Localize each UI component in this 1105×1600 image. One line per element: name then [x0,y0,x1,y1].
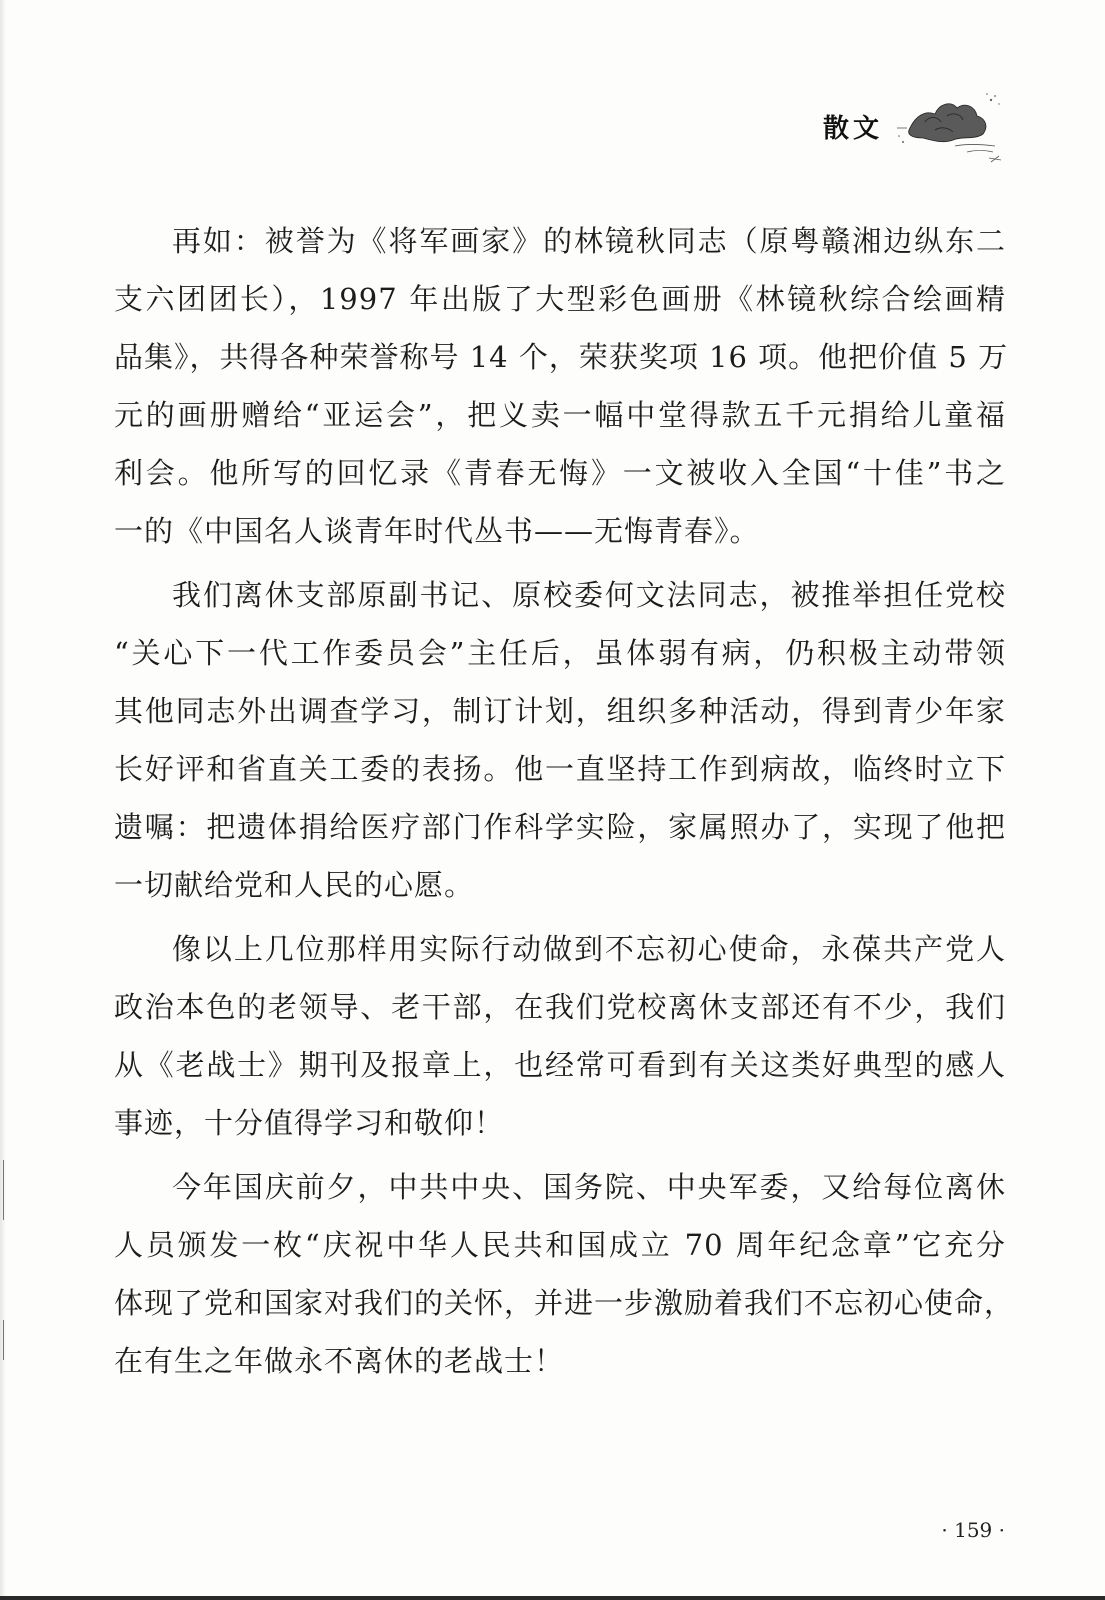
text-line: 元的画册赠给“亚运会”，把义卖一幅中堂得款五千元捐给儿童福 [114,398,1006,432]
text-line: 遗嘱：把遗体捐给医疗部门作科学实险，家属照办了，实现了他把 [114,810,1006,844]
text-line: 政治本色的老领导、老干部，在我们党校离休支部还有不少，我们 [114,990,1006,1024]
text-line: 支六团团长），1997 年出版了大型彩色画册《林镜秋综合绘画精 [114,282,1006,316]
text-line: 利会。他所写的回忆录《青春无悔》一文被收入全国“十佳”书之 [114,456,1006,490]
page-number: · 159 · [941,1518,1005,1542]
text-line: 体现了党和国家对我们的关怀，并进一步激励着我们不忘初心使命， [114,1286,1015,1320]
text-line: 人员颁发一枚“庆祝中华人民共和国成立 70 周年纪念章”它充分 [114,1228,1006,1262]
paragraph [114,212,1009,560]
text-line: 一切献给党和人民的心愿。 [114,868,475,902]
text-line: 品集》，共得各种荣誉称号 14 个，荣获奖项 16 项。他把价值 5 万 [114,340,1009,374]
article-body [114,212,1015,1390]
text-line: 其他同志外出调查学习，制订计划，组织多种活动，得到青少年家 [114,694,1006,728]
scan-bottom-edge [0,1596,1105,1600]
page-header [823,86,1005,166]
scan-mark [3,1320,4,1360]
landscape-rock-ornament-icon [895,86,1005,166]
text-line: 长好评和省直关工委的表扬。他一直坚持工作到病故，临终时立下 [114,752,1006,786]
text-line: 在有生之年做永不离休的老战士！ [114,1344,565,1378]
text-line: 像以上几位那样用实际行动做到不忘初心使命，永葆共产党人 [172,932,1006,966]
text-line: 今年国庆前夕，中共中央、国务院、中央军委，又给每位离休 [172,1170,1006,1204]
paragraph [114,566,1006,914]
text-line: 事迹，十分值得学习和敬仰！ [114,1106,505,1140]
scan-edge [0,0,6,1600]
text-line: “关心下一代工作委员会”主任后，虽体弱有病，仍积极主动带领 [114,636,1006,670]
section-label: 散文 [822,113,883,144]
text-line: 再如：被誉为《将军画家》的林镜秋同志（原粤赣湘边纵东二 [172,224,1006,258]
text-line: 从《老战士》期刊及报章上，也经常可看到有关这类好典型的感人 [114,1048,1006,1082]
scan-mark [3,1160,4,1220]
paragraph [114,1158,1015,1390]
paragraph [114,920,1006,1152]
text-line: 我们离休支部原副书记、原校委何文法同志，被推举担任党校 [172,578,1006,612]
text-line: 一的《中国名人谈青年时代丛书——无悔青春》。 [114,514,760,548]
